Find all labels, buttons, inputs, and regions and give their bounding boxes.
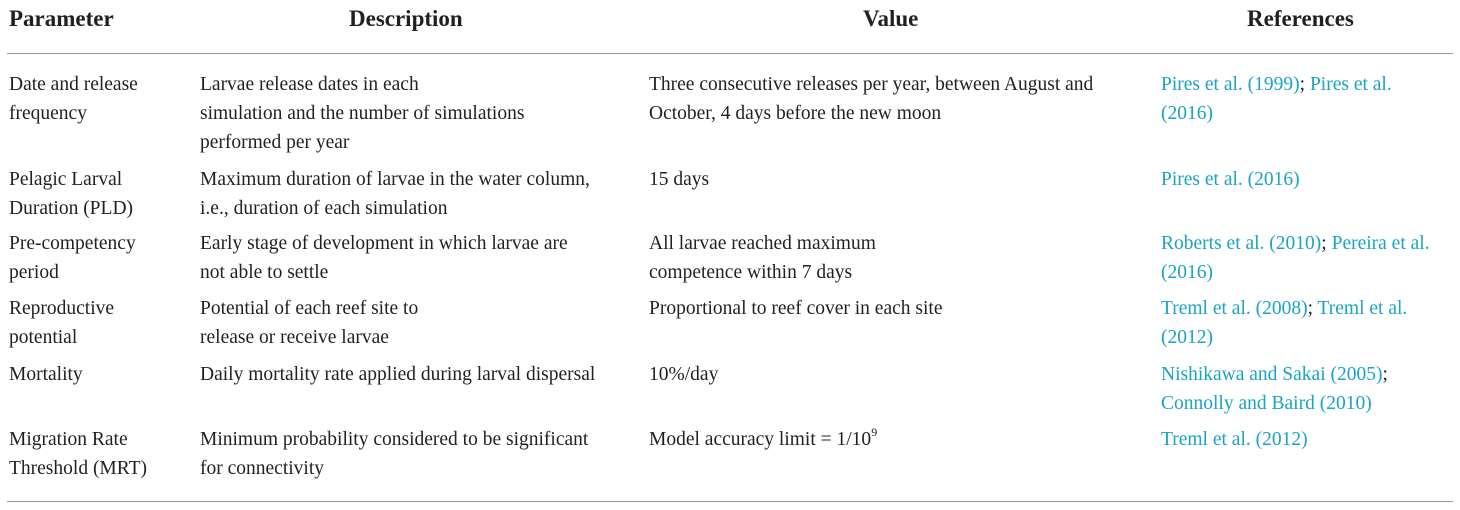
cell-line: simulation and the number of simulations [200, 103, 525, 124]
reference-link[interactable]: Pereira et al. [1331, 233, 1430, 254]
cell-description [200, 360, 640, 389]
header-references: References [1247, 6, 1354, 31]
cell-references [1161, 360, 1456, 418]
reference-link[interactable]: (2012) [1161, 327, 1213, 348]
reference-separator: ; [1382, 364, 1388, 385]
cell-line: for connectivity [200, 458, 324, 479]
cell-line: Pelagic Larval [9, 169, 123, 190]
cell-line: Reproductive [9, 298, 115, 319]
cell-line: i.e., duration of each simulation [200, 198, 448, 219]
reference-link[interactable]: Pires et al. (2016) [1161, 169, 1300, 190]
cell-line: Three consecutive releases per year, between August and [649, 74, 1094, 95]
cell-line: Larvae release dates in each [200, 74, 419, 95]
cell-value [649, 360, 1149, 389]
value-exponent: 9 [871, 425, 878, 439]
cell-references [1161, 165, 1456, 194]
cell-parameter [9, 229, 189, 287]
cell-value [649, 165, 1149, 194]
cell-description [200, 70, 640, 157]
cell-value [649, 425, 1149, 454]
header-parameter: Parameter [9, 6, 114, 31]
reference-separator: ; [1307, 298, 1318, 319]
cell-parameter [9, 360, 189, 389]
reference-separator: ; [1321, 233, 1332, 254]
cell-references [1161, 229, 1456, 287]
cell-line: Minimum probability considered to be significant [200, 429, 589, 450]
cell-line: potential [9, 327, 78, 348]
cell-line: release or receive larvae [200, 327, 389, 348]
cell-line: Mortality [9, 364, 83, 385]
cell-description [200, 165, 640, 223]
cell-line: Threshold (MRT) [9, 458, 148, 479]
cell-parameter [9, 165, 189, 223]
reference-link[interactable]: Treml et al. (2012) [1161, 429, 1308, 450]
cell-value [649, 229, 1149, 287]
cell-line: Proportional to reef cover in each site [649, 298, 943, 319]
cell-line: period [9, 262, 59, 283]
cell-references [1161, 294, 1456, 352]
cell-line: Migration Rate [9, 429, 128, 450]
reference-link[interactable]: Pires et al. (1999) [1161, 74, 1300, 95]
cell-description [200, 229, 640, 287]
cell-line: competence within 7 days [649, 262, 853, 283]
cell-line: 10%/day [649, 364, 719, 385]
cell-description [200, 425, 640, 483]
cell-line: Early stage of development in which larvae are [200, 233, 568, 254]
cell-line: Pre-competency [9, 233, 136, 254]
cell-line: performed per year [200, 132, 350, 153]
cell-references [1161, 70, 1456, 128]
header-description: Description [349, 6, 463, 31]
reference-link[interactable]: Treml et al. [1317, 298, 1408, 319]
cell-line: Daily mortality rate applied during larval dispersal [200, 364, 596, 385]
reference-link[interactable]: (2016) [1161, 262, 1213, 283]
value-text: Model accuracy limit = 1/10 [649, 429, 872, 450]
cell-references [1161, 425, 1456, 454]
cell-line: Date and release [9, 74, 138, 95]
cell-line: 15 days [649, 169, 710, 190]
cell-parameter [9, 425, 189, 483]
reference-link[interactable]: Nishikawa and Sakai (2005) [1161, 364, 1383, 385]
cell-line: Maximum duration of larvae in the water column, [200, 169, 590, 190]
reference-separator: ; [1299, 74, 1310, 95]
cell-value [649, 70, 1149, 128]
cell-parameter [9, 70, 189, 128]
cell-line: Potential of each reef site to [200, 298, 419, 319]
reference-link[interactable]: Roberts et al. (2010) [1161, 233, 1322, 254]
reference-link[interactable]: Pires et al. [1309, 74, 1392, 95]
cell-line: frequency [9, 103, 87, 124]
cell-line: October, 4 days before the new moon [649, 103, 942, 124]
table-bottom-divider [7, 501, 1453, 502]
cell-value [649, 294, 1149, 323]
reference-link[interactable]: Treml et al. (2008) [1161, 298, 1308, 319]
cell-line: Duration (PLD) [9, 198, 134, 219]
table-header-row [0, 0, 1460, 40]
cell-description [200, 294, 640, 352]
cell-line: All larvae reached maximum [649, 233, 876, 254]
cell-parameter [9, 294, 189, 352]
reference-link[interactable]: Connolly and Baird (2010) [1161, 393, 1372, 414]
header-value: Value [863, 6, 919, 31]
header-divider [7, 53, 1453, 54]
cell-line: not able to settle [200, 262, 329, 283]
reference-link[interactable]: (2016) [1161, 103, 1213, 124]
